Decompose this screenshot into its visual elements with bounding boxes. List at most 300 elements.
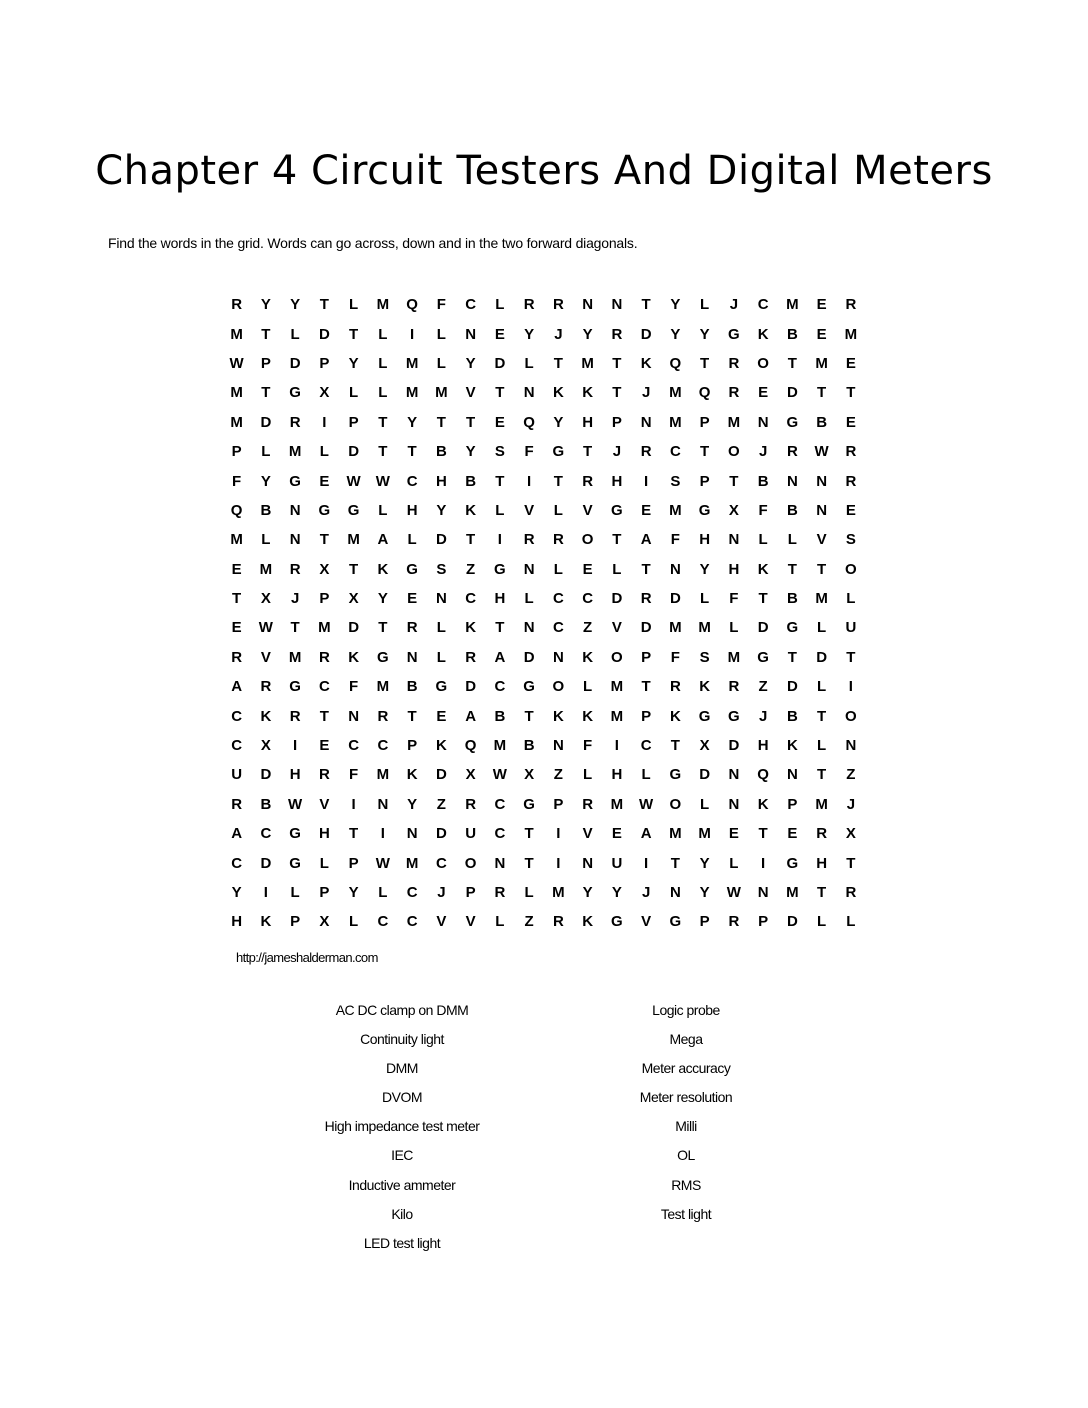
grid-cell: N xyxy=(494,854,506,872)
grid-cell: Y xyxy=(407,413,418,431)
grid-cell: L xyxy=(349,913,359,931)
grid-cell: P xyxy=(699,413,710,431)
grid-cell: T xyxy=(495,384,505,402)
grid-cell: D xyxy=(669,590,681,608)
grid-cell: Y xyxy=(699,560,710,578)
grid-cell: N xyxy=(465,325,477,343)
grid-cell: N xyxy=(406,825,418,843)
grid-cell: Y xyxy=(699,325,710,343)
grid-cell: W xyxy=(288,795,303,813)
grid-cell: E xyxy=(758,384,769,402)
grid-cell: G xyxy=(728,325,740,343)
grid-cell: T xyxy=(787,354,797,372)
grid-cell: L xyxy=(495,913,505,931)
grid-cell: E xyxy=(787,825,798,843)
grid-cell: O xyxy=(845,707,857,725)
grid-cell: I xyxy=(848,678,853,696)
grid-cell: N xyxy=(406,648,418,666)
grid-cell: G xyxy=(698,501,711,519)
word-list-left xyxy=(302,998,502,1260)
grid-cell: D xyxy=(786,678,798,696)
grid-cell: H xyxy=(494,590,506,608)
grid-cell: B xyxy=(786,707,798,725)
grid-cell: D xyxy=(699,766,711,784)
grid-cell: H xyxy=(816,854,828,872)
word-list-item: Mega xyxy=(669,1031,703,1048)
grid-cell: M xyxy=(727,648,741,666)
grid-cell: I xyxy=(497,531,502,549)
grid-cell: L xyxy=(787,531,797,549)
grid-cell: M xyxy=(669,413,682,431)
grid-cell: A xyxy=(640,531,652,549)
grid-cell: S xyxy=(494,443,505,461)
grid-cell: P xyxy=(231,443,242,461)
grid-cell: D xyxy=(260,854,272,872)
grid-cell: T xyxy=(758,825,768,843)
grid-cell: J xyxy=(758,443,768,461)
grid-cell: G xyxy=(786,619,799,637)
grid-cell: D xyxy=(757,619,769,637)
grid-cell: C xyxy=(465,296,477,314)
grid-cell: X xyxy=(728,501,739,519)
grid-cell: C xyxy=(757,296,769,314)
grid-cell: F xyxy=(524,443,534,461)
grid-cell: Q xyxy=(523,413,535,431)
grid-cell: V xyxy=(260,648,271,666)
grid-cell: L xyxy=(524,884,534,901)
grid-cell: C xyxy=(406,472,418,490)
grid-cell: A xyxy=(494,648,506,666)
grid-cell: P xyxy=(260,354,271,372)
grid-cell: L xyxy=(846,913,856,931)
grid-cell: M xyxy=(376,296,390,314)
word-list-item: Kilo xyxy=(391,1205,413,1222)
grid-cell: N xyxy=(289,531,301,549)
grid-cell: T xyxy=(524,854,534,872)
grid-cell: O xyxy=(845,560,857,578)
grid-cell: L xyxy=(641,766,651,784)
grid-cell: P xyxy=(348,854,359,872)
grid-cell: T xyxy=(846,854,856,872)
grid-cell: L xyxy=(261,531,271,549)
grid-cell: B xyxy=(816,413,828,431)
grid-cell: K xyxy=(786,737,798,755)
grid-cell: E xyxy=(231,619,242,637)
grid-cell: E xyxy=(728,825,739,843)
grid-cell: M xyxy=(405,854,419,872)
grid-cell: Y xyxy=(465,354,476,372)
grid-cell: L xyxy=(758,531,768,549)
grid-cell: Y xyxy=(524,325,535,343)
grid-cell: T xyxy=(700,354,710,372)
grid-cell: Y xyxy=(260,472,271,490)
grid-cell: X xyxy=(845,825,856,843)
word-list-item: Meter accuracy xyxy=(641,1060,731,1077)
grid-cell: M xyxy=(610,678,624,696)
grid-cell: L xyxy=(436,325,446,343)
grid-cell: L xyxy=(553,560,563,578)
grid-cell: S xyxy=(670,472,681,490)
grid-cell: T xyxy=(641,678,651,696)
grid-cell: G xyxy=(289,472,301,490)
grid-cell: B xyxy=(260,501,272,519)
grid-cell: Y xyxy=(582,884,593,901)
grid-cell: L xyxy=(436,354,446,372)
grid-cell: E xyxy=(845,413,856,431)
grid-cell: T xyxy=(407,707,417,725)
grid-row xyxy=(222,408,866,437)
grid-cell: Q xyxy=(757,766,769,784)
grid-cell: G xyxy=(728,707,740,725)
grid-cell: N xyxy=(582,854,594,872)
grid-cell: C xyxy=(377,913,389,931)
grid-cell: M xyxy=(376,766,390,784)
grid-cell: I xyxy=(527,472,532,490)
grid-cell: M xyxy=(786,296,799,314)
grid-cell: Y xyxy=(582,325,593,343)
grid-cell: J xyxy=(641,884,651,901)
grid-cell: H xyxy=(611,472,623,490)
grid-row xyxy=(222,555,866,584)
grid-cell: F xyxy=(758,501,768,519)
grid-cell: D xyxy=(318,325,330,343)
grid-cell: I xyxy=(644,472,649,490)
grid-cell: X xyxy=(319,560,330,578)
grid-cell: T xyxy=(349,825,359,843)
grid-cell: G xyxy=(552,443,565,461)
grid-cell: Y xyxy=(553,413,564,431)
grid-row xyxy=(222,378,866,407)
grid-cell: M xyxy=(815,354,828,372)
grid-cell: T xyxy=(436,413,446,431)
grid-cell: L xyxy=(349,296,359,314)
grid-cell: T xyxy=(261,384,271,402)
grid-cell: J xyxy=(554,325,563,343)
grid-cell: S xyxy=(436,560,447,578)
grid-cell: H xyxy=(435,472,447,490)
grid-row xyxy=(222,760,866,789)
word-list-item: DMM xyxy=(386,1060,418,1077)
grid-cell: L xyxy=(817,678,827,696)
grid-cell: D xyxy=(260,413,272,431)
grid-cell: F xyxy=(670,531,680,549)
grid-cell: L xyxy=(524,590,534,608)
grid-cell: T xyxy=(232,590,242,608)
grid-cell: K xyxy=(260,913,272,931)
grid-cell: D xyxy=(523,648,535,666)
grid-cell: G xyxy=(523,795,535,813)
grid-cell: L xyxy=(729,854,739,872)
grid-cell: R xyxy=(845,443,857,461)
grid-cell: Z xyxy=(436,795,446,813)
word-list-item: RMS xyxy=(671,1176,701,1193)
grid-cell: I xyxy=(322,413,327,431)
grid-cell: T xyxy=(524,707,534,725)
grid-cell: G xyxy=(318,501,331,519)
grid-cell: N xyxy=(523,384,535,402)
grid-cell: V xyxy=(524,501,535,519)
grid-cell: T xyxy=(378,443,388,461)
grid-row xyxy=(222,349,866,378)
grid-cell: B xyxy=(786,590,798,608)
grid-cell: Q xyxy=(406,296,418,314)
grid-cell: E xyxy=(845,501,856,519)
grid-cell: N xyxy=(611,296,623,314)
grid-cell: L xyxy=(378,325,388,343)
grid-cell: R xyxy=(406,619,418,637)
grid-cell: K xyxy=(377,560,389,578)
grid-cell: E xyxy=(816,325,827,343)
grid-cell: R xyxy=(816,825,828,843)
grid-row xyxy=(222,731,866,760)
grid-row xyxy=(222,701,866,730)
grid-cell: B xyxy=(435,443,447,461)
grid-cell: V xyxy=(641,913,652,931)
grid-cell: B xyxy=(260,795,272,813)
grid-cell: W xyxy=(229,354,244,372)
grid-cell: N xyxy=(552,737,564,755)
grid-cell: R xyxy=(640,443,652,461)
grid-cell: Y xyxy=(611,884,622,901)
grid-cell: B xyxy=(465,472,477,490)
grid-cell: L xyxy=(583,766,593,784)
grid-cell: G xyxy=(698,707,711,725)
grid-cell: M xyxy=(698,825,711,843)
grid-cell: G xyxy=(494,560,506,578)
grid-cell: N xyxy=(523,560,535,578)
grid-cell: Y xyxy=(407,795,418,813)
grid-cell: R xyxy=(231,296,243,314)
grid-cell: E xyxy=(816,296,827,314)
grid-row xyxy=(222,319,866,348)
grid-cell: T xyxy=(290,619,300,637)
source-url: http://jameshalderman.com xyxy=(236,950,378,965)
grid-cell: G xyxy=(289,678,301,696)
grid-cell: I xyxy=(644,854,649,872)
grid-cell: T xyxy=(612,531,622,549)
grid-cell: J xyxy=(612,443,622,461)
grid-cell: M xyxy=(610,795,624,813)
grid-cell: L xyxy=(583,678,593,696)
word-list-item: DVOM xyxy=(382,1089,422,1106)
grid-cell: R xyxy=(728,678,740,696)
grid-cell: P xyxy=(641,648,652,666)
grid-cell: O xyxy=(611,648,623,666)
grid-row xyxy=(222,848,866,877)
grid-cell: P xyxy=(758,913,769,931)
grid-cell: W xyxy=(814,443,829,461)
grid-cell: F xyxy=(349,678,359,696)
grid-cell: E xyxy=(641,501,652,519)
grid-cell: E xyxy=(582,560,593,578)
grid-cell: L xyxy=(319,443,329,461)
grid-cell: E xyxy=(494,325,505,343)
grid-cell: D xyxy=(348,619,360,637)
grid-cell: X xyxy=(465,766,476,784)
grid-cell: R xyxy=(669,678,681,696)
grid-cell: A xyxy=(377,531,389,549)
grid-cell: L xyxy=(700,296,710,314)
grid-cell: Z xyxy=(583,619,593,637)
grid-cell: D xyxy=(786,913,798,931)
grid-cell: X xyxy=(319,384,330,402)
grid-cell: T xyxy=(846,384,856,402)
grid-cell: T xyxy=(261,325,271,343)
grid-cell: T xyxy=(817,707,827,725)
grid-cell: Y xyxy=(231,884,242,901)
grid-cell: H xyxy=(728,560,740,578)
grid-cell: D xyxy=(786,384,798,402)
grid-cell: P xyxy=(641,707,652,725)
grid-cell: L xyxy=(378,354,388,372)
grid-cell: M xyxy=(405,354,419,372)
grid-cell: T xyxy=(787,560,797,578)
grid-cell: D xyxy=(494,354,506,372)
grid-cell: T xyxy=(524,825,534,843)
grid-cell: N xyxy=(377,795,389,813)
grid-row xyxy=(222,584,866,613)
grid-cell: P xyxy=(699,472,710,490)
word-search-grid xyxy=(222,290,866,937)
grid-row xyxy=(222,790,866,819)
grid-cell: R xyxy=(845,472,857,490)
word-list-item: Test light xyxy=(660,1205,712,1222)
grid-cell: K xyxy=(348,648,360,666)
grid-cell: E xyxy=(436,707,447,725)
grid-cell: D xyxy=(611,590,623,608)
grid-cell: P xyxy=(348,413,359,431)
grid-cell: K xyxy=(757,795,769,813)
grid-cell: V xyxy=(465,913,476,931)
grid-cell: R xyxy=(494,884,506,901)
grid-cell: D xyxy=(640,325,652,343)
word-list-item: Logic probe xyxy=(652,1002,720,1018)
grid-cell: K xyxy=(582,648,594,666)
grid-cell: R xyxy=(552,531,564,549)
grid-cell: C xyxy=(260,825,272,843)
grid-cell: F xyxy=(436,296,446,314)
grid-cell: B xyxy=(757,472,769,490)
grid-cell: N xyxy=(728,531,740,549)
grid-cell: K xyxy=(582,707,594,725)
grid-cell: L xyxy=(378,501,388,519)
grid-cell: L xyxy=(729,619,739,637)
grid-cell: F xyxy=(232,472,242,490)
grid-cell: T xyxy=(817,384,827,402)
grid-row xyxy=(222,819,866,848)
grid-cell: N xyxy=(757,413,769,431)
grid-cell: Y xyxy=(699,854,710,872)
grid-cell: I xyxy=(410,325,415,343)
grid-cell: L xyxy=(319,854,329,872)
grid-cell: T xyxy=(700,443,710,461)
grid-cell: D xyxy=(435,766,447,784)
grid-cell: T xyxy=(319,707,329,725)
grid-cell: T xyxy=(846,648,856,666)
grid-cell: U xyxy=(611,854,623,872)
grid-cell: M xyxy=(288,443,302,461)
grid-cell: R xyxy=(318,766,330,784)
grid-cell: N xyxy=(669,884,681,901)
grid-cell: K xyxy=(640,354,652,372)
grid-cell: Q xyxy=(464,737,477,755)
grid-cell: Y xyxy=(290,296,301,314)
grid-cell: L xyxy=(524,354,534,372)
grid-cell: N xyxy=(728,766,740,784)
grid-cell: P xyxy=(611,413,622,431)
grid-cell: C xyxy=(640,737,652,755)
grid-cell: G xyxy=(377,648,389,666)
grid-row xyxy=(222,878,866,907)
grid-cell: Y xyxy=(699,884,710,901)
grid-cell: G xyxy=(611,913,623,931)
grid-cell: F xyxy=(349,766,359,784)
grid-cell: F xyxy=(729,590,739,608)
grid-cell: X xyxy=(260,737,271,755)
grid-cell: G xyxy=(435,678,448,696)
grid-cell: C xyxy=(231,854,243,872)
grid-cell: M xyxy=(493,737,507,755)
grid-cell: K xyxy=(552,384,564,402)
grid-cell: B xyxy=(494,707,506,725)
grid-cell: T xyxy=(349,325,359,343)
grid-cell: J xyxy=(758,707,768,725)
grid-cell: K xyxy=(435,737,447,755)
grid-cell: M xyxy=(581,354,594,372)
grid-cell: I xyxy=(556,825,561,843)
grid-cell: Y xyxy=(436,501,447,519)
grid-cell: G xyxy=(669,913,682,931)
grid-cell: M xyxy=(230,384,243,402)
grid-cell: C xyxy=(552,590,564,608)
grid-cell: T xyxy=(378,619,388,637)
grid-cell: N xyxy=(289,501,301,519)
grid-row xyxy=(222,643,866,672)
grid-cell: Z xyxy=(846,766,856,784)
grid-cell: X xyxy=(348,590,359,608)
grid-cell: J xyxy=(729,296,739,314)
grid-cell: G xyxy=(786,854,799,872)
grid-cell: U xyxy=(845,619,857,637)
grid-cell: L xyxy=(349,384,359,402)
grid-cell: M xyxy=(815,795,828,813)
word-list-item: OL xyxy=(677,1147,695,1164)
grid-cell: C xyxy=(465,590,477,608)
grid-cell: L xyxy=(378,884,388,901)
grid-cell: P xyxy=(465,884,476,901)
grid-cell: T xyxy=(583,443,593,461)
grid-row xyxy=(222,466,866,495)
grid-cell: E xyxy=(407,590,418,608)
grid-cell: R xyxy=(523,531,535,549)
grid-cell: A xyxy=(640,825,652,843)
grid-cell: A xyxy=(231,678,243,696)
grid-cell: L xyxy=(817,737,827,755)
grid-cell: G xyxy=(406,560,418,578)
grid-cell: W xyxy=(492,766,507,784)
grid-cell: W xyxy=(375,472,390,490)
grid-cell: L xyxy=(495,501,505,519)
grid-cell: R xyxy=(231,648,243,666)
grid-cell: E xyxy=(319,472,330,490)
grid-cell: H xyxy=(231,913,243,931)
grid-cell: T xyxy=(466,413,476,431)
grid-cell: B xyxy=(786,501,798,519)
grid-cell: L xyxy=(290,884,300,901)
grid-cell: K xyxy=(465,501,477,519)
grid-cell: K xyxy=(465,619,477,637)
grid-cell: M xyxy=(669,501,682,519)
